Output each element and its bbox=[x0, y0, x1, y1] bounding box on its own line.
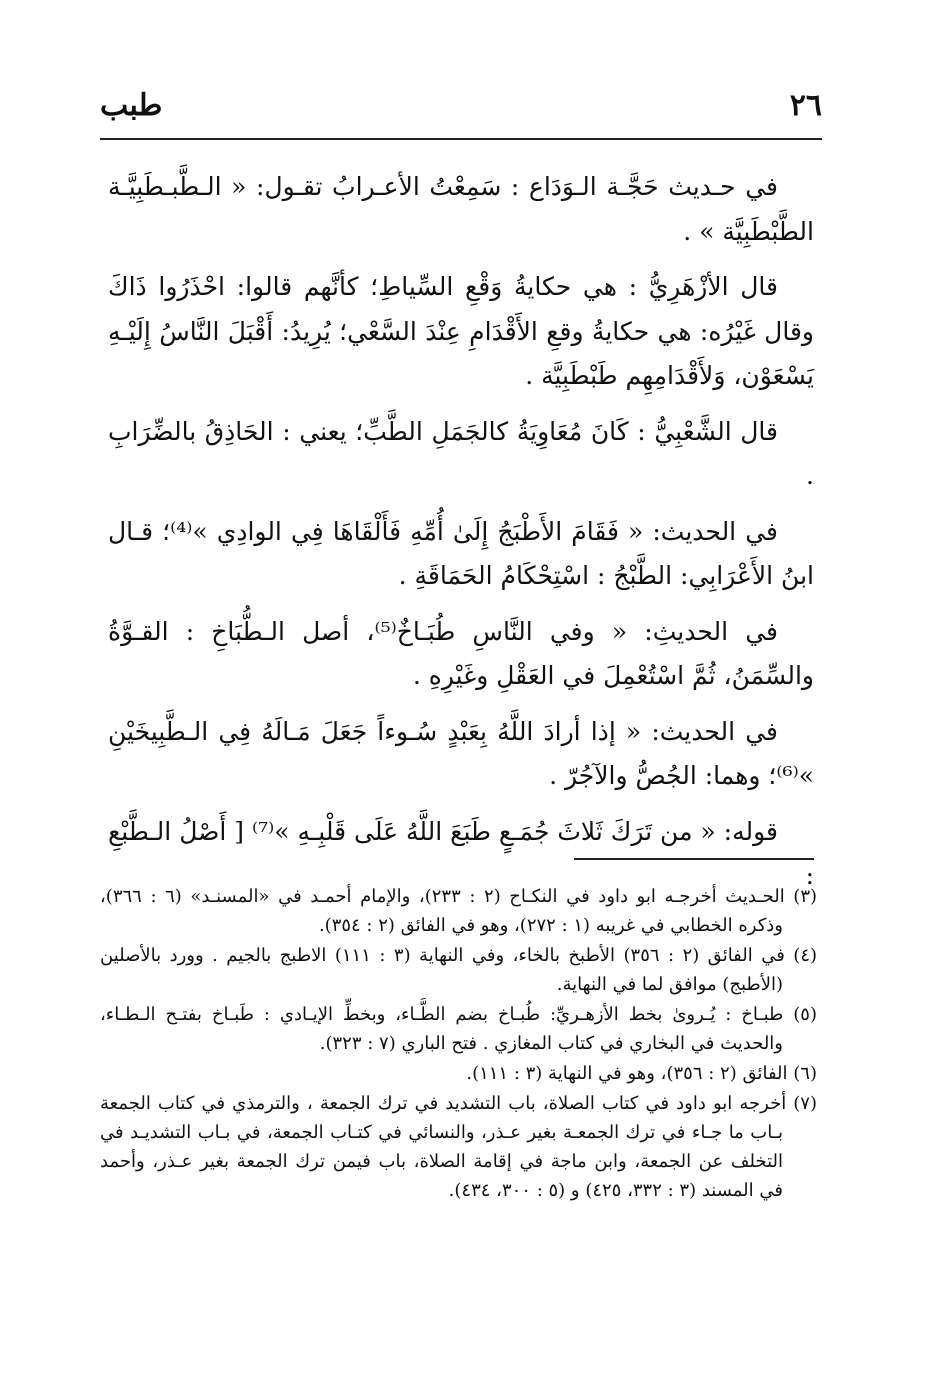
paragraph-tabikhayn: في الحديث: « إذا أرادَ اللَّهُ بِعَبْدٍ سُـوءاً جَعَلَ مَـالَهُ فِي الـطَّبِيخَيْنِ »⁽⁶⁾؛ وهما: الجُصُّ والآجُرّ . bbox=[108, 716, 814, 790]
main-text bbox=[108, 165, 814, 910]
footnote-5: (٥) طبـاخ : يُـروىٰ بخط الأزهـريِّ: طُبـاخ بضم الطَّـاء، وبخطِّ الإيـادي : طَبـاخ بفتـح الـطـاء، والحديث في البخاري في كتاب المغازي . فتح الباري (٧ : ٣٢٣). bbox=[100, 1004, 817, 1054]
page-number: ٢٦ bbox=[789, 88, 822, 123]
footnote-3: (٣) الحـديث أخرجـه ابو داود في النكـاح (٢ : ٢٣٣)، والإمام أحمـد في «المسنـد» (٦ : ٣٦٦)، وذكره الخطابي في غريبه (١ : ٢٧٢)، وهو في الفائق (٢ : ٣٥٤). bbox=[100, 886, 818, 936]
paragraph-tubakh: في الحديثِ: « وفي النَّاسِ طُبَـاخٌ⁽⁵⁾، أصل الـطُّبَاخِ : القـوَّةُ والسِّمَنُ، ثُمَّ اسْتُعْمِلَ في العَقْلِ وغَيْرِهِ . bbox=[108, 616, 814, 690]
footnote-rule bbox=[574, 858, 814, 860]
footnote-4: (٤) في الفائق (٢ : ٣٥٦) الأطبخ بالخاء، وفي النهاية (٣ : ١١١) الاطبج بالجيم . وورد بالأصلين (الأطبج) موافق لما في النهاية. bbox=[100, 945, 818, 995]
footnotes bbox=[100, 882, 817, 1206]
paragraph-wada: في حـديث حَجَّـة الـوَدَاع : سَمِعْتُ الأعـرابُ تقـول: « الـطَّبـطَبِيَّـة الطَّبْطَبِيَّة » . bbox=[108, 172, 814, 246]
paragraph-azhari: قال الأزْهَرِيُّ : هي حكايةُ وَقْعِ السِّياطِ؛ كأنَّهم قالوا: احْذَرُوا ذَاكَ وقال غَيْرُه: هي حكايةُ وقعِ الأَقْدَامِ عِنْدَ السَّعْي؛ يُرِيدُ: أَقْبَلَ النَّاسُ إِلَيْـهِ يَسْعَوْن، وَلأَقْدَامِهِم طَبْطَبِيَّة . bbox=[108, 272, 814, 390]
paragraph-shabi: قال الشَّعْبِيُّ : كَانَ مُعَاوِيَةُ كالجَمَلِ الطَّبِّ؛ يعني : الحَاذِقُ بالضِّرَابِ . bbox=[108, 416, 814, 490]
paragraph-atbaj: في الحديث: « فَقَامَ الأَطْبَجُ إِلَىٰ أُمِّهِ فَأَلْقَاهَا فِي الوادِي »⁽⁴⁾؛ قـال ابنُ الأَعْرَابِي: الطَّبْجُ : اسْتِحْكَامُ الحَمَاقَةِ . bbox=[108, 516, 814, 590]
header-title: طبب bbox=[100, 88, 163, 123]
header-rule bbox=[100, 138, 822, 140]
paragraph-jumaa: قوله: « من تَرَكَ ثَلاثَ جُمَـعٍ طَبَعَ اللَّهُ عَلَى قَلْبِـهِ »⁽⁷⁾ [ أَصْلُ الـطَّبْعِ : bbox=[108, 816, 814, 890]
running-header bbox=[100, 82, 822, 132]
footnote-6: (٦) الفائق (٢ : ٣٥٦)، وهو في النهاية (٣ : ١١١). bbox=[466, 1063, 817, 1084]
footnote-7: (٧) أخرجه ابو داود في كتاب الصلاة، باب التشديد في ترك الجمعة ، والترمذي في كتاب الجمعة بـاب ما جـاء في ترك الجمعـة بغير عـذر، والنسائي في كتـاب الجمعة، في بـاب التشديـد في التخلف عن الجمعة، وابن ماجة في إقامة الصلاة، باب فيمن ترك الجمعة بغير عـذر، وأحمد في المسند (٣ : ٣٣٢، ٤٢٥) و (٥ : ٣٠٠، ٤٣٤). bbox=[100, 1093, 817, 1201]
